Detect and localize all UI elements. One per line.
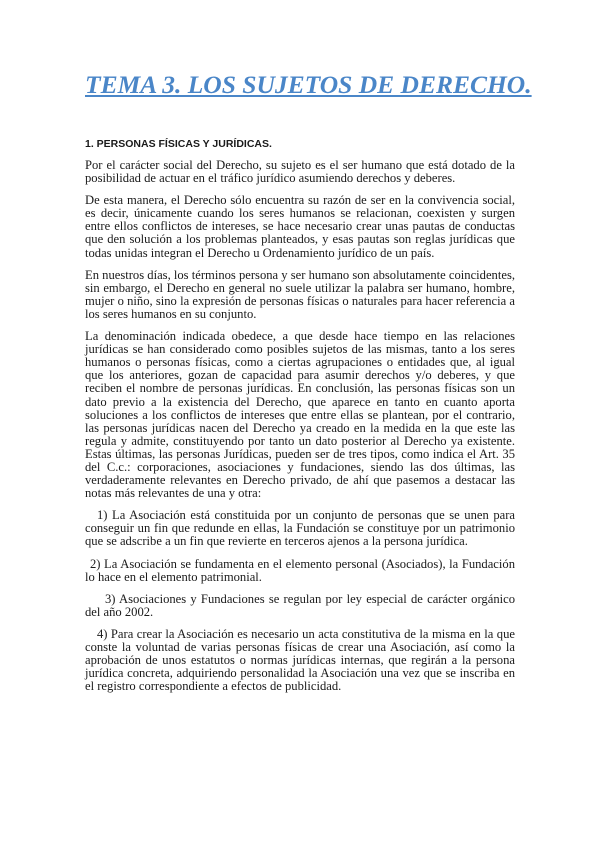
paragraph-3: En nuestros días, los términos persona y ser humano son absolutamente coincidentes, sin embargo, el Derecho en general no suele utilizar la palabra ser humano, hombre, mujer o niño, sino la expresión de personas físicas o naturales para hacer referencia a los seres humanos en su conjunto. [85,267,515,321]
list-item-2: 2) La Asociación se fundamenta en el elemento personal (Asociados), la Fundación lo hace en el elemento patrimonial. [85,556,515,584]
paragraph-1: Por el carácter social del Derecho, su sujeto es el ser humano que está dotado de la posibilidad de actuar en el tráfico jurídico asumiendo derechos y deberes. [85,158,515,186]
list-item-3: 3) Asociaciones y Fundaciones se regulan por ley especial de carácter orgánico del año 2002. [85,591,515,619]
list-item-1: 1) La Asociación está constituida por un conjunto de personas que se unen para conseguir un fin que redunde en ellas, la Fundación se constituye por un patrimonio que se adscribe a un fin que revierte en terceros ajenos a la persona jurídica. [85,508,515,549]
section-heading: 1. PERSONAS FÍSICAS Y JURÍDICAS. [85,138,272,150]
paragraph-2: De esta manera, el Derecho sólo encuentra su razón de ser en la convivencia social, es decir, únicamente cuando los seres humanos se relacionan, coexisten y surgen entre ellos conflictos de intereses, se hace necesario crear unas pautas de conductas que den solución a los problemas planteados, y esas pautas son reglas jurídicas que todas unidas integran el Derecho u Ordenamiento jurídico de un país. [85,193,515,260]
list-item-4: 4) Para crear la Asociación es necesario un acta constitutiva de la misma en la que conste la voluntad de varias personas físicas de crear una Asociación, así como la aprobación de unos estatutos o normas jurídicas internas, que regirán a la persona jurídica concreta, adquiriendo personalidad la Asociación una vez que se inscriba en el registro correspondiente a efectos de publicidad. [85,626,515,694]
paragraph-4: La denominación indicada obedece, a que desde hace tiempo en las relaciones jurídicas se han considerado como posibles sujetos de las mismas, tanto a los seres humanos o personas físicas, como a ciertas agrupaciones o entidades que, al igual que los anteriores, gozan de capacidad para asumir derechos y/o deberes, y que reciben el nombre de personas jurídicas. En conclusión, las personas físicas son un dato previo a la existencia del Derecho, que aparece en tanto en cuanto aporta soluciones a los conflictos de intereses que entre ellas se plantean, por el contrario, las personas jurídicas nacen del Derecho ya creado en la medida en la que este las regula y admite, constituyendo por tanto un dato posterior al Derecho ya existente. Estas últimas, las personas Jurídicas, pueden ser de tres tipos, como indica el Art. 35 del C.c.: corporaciones, asociaciones y fundaciones, siendo las dos últimas, las verdaderamente relevantes en Derecho privado, de ahí que pasemos a destacar las notas más relevantes de una y otra: [85,329,515,501]
document-page [85,70,532,702]
page-title: TEMA 3. LOS SUJETOS DE DERECHO. [85,70,532,99]
